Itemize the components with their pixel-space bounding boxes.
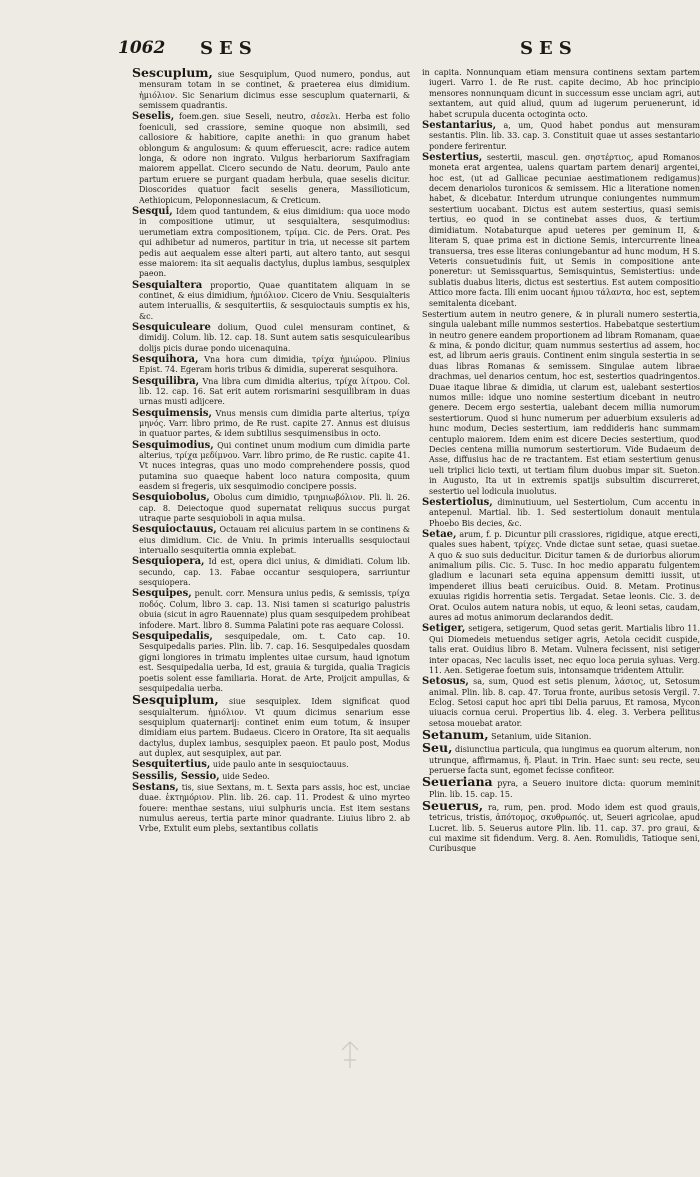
- entry-text: siue Sesquiplum, Quod numero, pondus, aut mensuram totam in se continet, & praeterea eius dimidium. ἡμιόλιον. Sic Senarium dicimus esse sescuplum quaternarii, & semissem quadrantis.: [139, 70, 410, 111]
- dictionary-entry: [132, 692, 410, 759]
- entry-text: Vnus mensis cum dimidia parte alterius, τρίχα μηνός. Varr. libro primo, de Re rust. capite 27. Annus est diuisus in quatuor partes, & idem subtilius sesquimensibus in octo.: [139, 408, 410, 439]
- entry-text: sestertii, mascul. gen. σηστέρτιος, apud Romanos moneta erat argentea, ualens quartam partem denarij argentei, hoc est, (ut ad Gallicae pecuniae aestimationem redigamus) decem denariolos turonicos & semissem. Hic a literatione nomen habet, & dicebatur. Interdum utrunque coniungentes nummum sestertium uocabant. Dictus est autem sestertius, quasi semis tertius, eo quod in se continebat asses duos, & tertium dimidiatum. Notabaturque apud ueteres per geminum II, & literam S, quae prima est in dictione Semis, intercurrente linea transuersa, tres esse literas coniungebantur ad hunc modum, H S. Veteris consuetudinis fuit, ut Semis in compositione ante poneretur: ut Semissquartus, Semisquintus, Semistertius: unde sublatis duabus literis, dictus est sestertius. Est autem compositio Attico more facta. Illi enim uocant ἡμιου τάλαντα, hoc est, septem semitalenta dicebant.: [429, 152, 700, 308]
- entry-text: Octauam rei alicuius partem in se continens & eius dimidium. Cic. de Vniu. In primis interuallis sesquioctaui interuallo sesquitertia omnia explebat.: [139, 525, 410, 556]
- entry-text: in capita. Nonnunquam etiam mensura continens sextam partem iugeri. Varro 1. de Re rust. capite decimo, Ab hoc principio mensores nonnunquam dicunt in successum esse unciam agri, aut sextantem, aut quid aliud, quum ad iugerum peruenerunt, id habet scrupula ducenta octoginta octo.: [422, 68, 700, 119]
- dictionary-entry: [132, 760, 410, 770]
- dictionary-entry: [132, 632, 410, 694]
- entry-headword: Setiger,: [422, 623, 466, 635]
- entry-headword: Sestans,: [132, 781, 179, 793]
- dictionary-entry: [422, 774, 700, 800]
- entry-text: Sestertium autem in neutro genere, & in plurali numero sestertia, singula ualebant mille nummos sestertios. Habebatque sestertium in neutro genere eandem proportionem ad libram Romanam, quae & mina, & pondo dicitur, quam nummus sestertius ad assem, hoc est, ad librum aeris grauis. Continent enim singula sestertia in se duas libras Romanas & semissem. Singulae autem librae drachmas, uel denarios centum, hoc est, sestertios quadringentos. Duae itaque librae & dimidia, ut clarum est, ualebant sestertios numos mille: idque uno nomine sestertium dicebant in neutro genere. Decem ergo sestertia, ualebant decem millia numorum sestertiorum. Quod si hunc numerum per aduerbium exsuleris ad hunc modum, Decies sestertium, iam reddideris hanc summam centuplo maiorem. Idem enim est dicere Decies sestertium, quod Decies centena millia numorum sestertiorum. Vide Budaeum de Asse, diffusius hac de re tractantem. Est etiam sestertium genus ueli triplici licio texti, ut tertiam filum duobus impar sit. Sueton. in Augusto, Ita ut in extremis spatijs subsultim discurreret, sestertio uel lodicula inuolutus.: [422, 309, 700, 496]
- dictionary-entry: [422, 121, 700, 152]
- dictionary-entry: [132, 323, 410, 354]
- dictionary-entry: [132, 409, 410, 440]
- entry-text: penult. corr. Mensura unius pedis, & semissis, τρίχα ποδός. Colum, libro 3. cap. 13. Nisi tamen si scaturigo palustris obuia (sicut in agro Rauennate) plus quam sesquipedem prohibeat infodere. Mart. libro 8. Summa Palatini pote ras aequare Colossi.: [139, 589, 410, 630]
- entry-headword: Seuerus,: [422, 797, 484, 813]
- dictionary-entry: [422, 677, 700, 729]
- dictionary-entry: [422, 530, 700, 624]
- printers-mark-icon: [330, 1040, 370, 1070]
- entry-text: proportio, Quae quantitatem aliquam in se continet, & eius dimidium, ἡμιόλιον. Cicero de Vniu. Sesquialteris autem interuallis, & sesquitertiis, & sesquioctauis sumptis ex his, &c.: [139, 280, 410, 321]
- right-running-head: SES: [520, 38, 578, 59]
- dictionary-entry: [132, 112, 410, 206]
- entry-text: siue sesquiplex. Idem significat quod sesquialterum. ἡμιόλιον. Vt quum dicimus senarium esse sesquiplum quaternarij: continet enim eum totum, & insuper dimidiam eius partem. Budaeus. Cicero in Oratore, Ita sit aequalis dactylus, duplex iambus, sesquiplex paeon. Et paulo post, Modus aut duplex, aut sesquiplex, aut par.: [139, 697, 410, 759]
- dictionary-entry: [132, 68, 410, 112]
- entry-headword: Seu,: [422, 740, 453, 756]
- dictionary-entry: [422, 797, 700, 855]
- entry-headword: Sesquioctauus,: [132, 524, 217, 536]
- dictionary-entry: [132, 589, 410, 631]
- dictionary-entry: [132, 557, 410, 588]
- dictionary-entry: [422, 740, 700, 776]
- dictionary-entry: [422, 153, 700, 309]
- dictionary-entry: [422, 726, 700, 742]
- entry-text: a, um, Quod habet pondus aut mensuram sestantis. Plin. lib. 33. cap. 3. Constituit quae ut asses sestantario pondere ferirentur.: [429, 120, 700, 151]
- entry-text: arum, f. p. Dicuntur pili crassiores, rigidique, atque erecti, quales sues habent, τρίχες. Vnde dictae sunt setae, quasi suetae. A quo & suo suis deducitur. Dicitur tamen & de duriorbus aliorum animalium pilis. Cic. 5. Tusc. In hoc medio apparatu fulgentem gladium e lacunari seta equina appensum demitti iussit, ut impenderet illius beati ceruicibus. Ouid. 8. Metam. Protinus exuuias rigidis horrentia setis. Tergadat. Setae leonis. Cic. 3. de Orat. Oculos autem natura nobis, ut equo, & leoni setas, caudam, aures ad motus animorum declarandos dedit.: [429, 529, 700, 623]
- entry-text: Setanium, uide Sitanion.: [491, 731, 592, 741]
- entry-headword: Sesqui,: [132, 205, 173, 217]
- entry-headword: Sesquiculeare: [132, 321, 211, 333]
- entry-text: ra, rum, pen. prod. Modo idem est quod grauis, tetricus, tristis, ἀπότομος, σκυθρωπός. ut, Seueri agricolae, apud Lucret. lib. 5. Seuerus autore Plin. lib. 11. cap. 37. pro graui, & cui maxime sit fidendum. Verg. 8. Aen. Romulidis, Tatioque seni, Curibusque: [429, 802, 700, 854]
- entry-headword: Sesquilibra,: [132, 375, 200, 387]
- dictionary-entry: [132, 355, 410, 376]
- entry-headword: Sescuplum,: [132, 68, 213, 80]
- dictionary-entry: [132, 493, 410, 524]
- dictionary-entry: [422, 498, 700, 529]
- left-running-head: SES: [200, 38, 258, 59]
- entry-headword: Sesquiopera,: [132, 556, 205, 568]
- entry-text: Obolus cum dimidio, τριημιωβόλιον. Pli. li. 26. cap. 8. Deiectoque quod supernatat reliquus succus purgat utraque parte sesquioboli in aqua mulsa.: [139, 493, 410, 524]
- page-number: 1062: [118, 38, 166, 58]
- entry-headword: Setosus,: [422, 676, 469, 688]
- dictionary-entry: [132, 525, 410, 556]
- dictionary-entry: [422, 310, 700, 497]
- entry-text: uide Sedeo.: [222, 771, 270, 781]
- entry-text: Id est, opera dici unius, & dimidiati. Colum lib. secundo, cap. 13. Fabae occantur sesquiopera, sarriuntur sesquiopera.: [139, 557, 410, 588]
- entry-headword: Sessilis, Sessio,: [132, 770, 220, 782]
- entry-text: sa, sum, Quod est setis plenum, λάσιος, ut, Setosum animal. Plin. lib. 8. cap. 47. Torua fronte, auribus setosis Vergil. 7. Eclog. Setosi caput hoc apri tibi Delia paruus, Et ramosa, Mycon uiuacis cornua cerui. Propertius lib. 4. eleg. 3. Verbera pellitus setosa mouebat arator.: [429, 677, 700, 728]
- left-column: [132, 68, 410, 963]
- dictionary-entry: [132, 441, 410, 493]
- entry-headword: Setae,: [422, 528, 457, 540]
- entry-headword: Seselis,: [132, 111, 175, 123]
- entry-text: disiunctiua particula, qua iungimus ea quorum alterum, non utrunque, affirmamus, ἤ. Plaut. in Trin. Haec sunt: seu recte, seu peruerse facta sunt, egomet fecisse confiteor.: [429, 745, 700, 775]
- dictionary-entry: [422, 624, 700, 676]
- entry-text: dolium, Quod culei mensuram continet, & dimidij. Colum. lib. 12. cap. 18. Sunt autem satis sesquiculearibus dolijs picis durae pondo uicenaquina.: [139, 322, 410, 353]
- entry-headword: Sesquialtera: [132, 279, 203, 291]
- entry-headword: Sesquihora,: [132, 353, 199, 365]
- entry-text: Idem quod tantundem, & eius dimidium: qua uoce modo in compositione utimur, ut sesquialtera, sesquimodius: uerumetiam extra compositionem, τρίμα. Cic. de Pers. Orat. Pes qui adhibetur ad numeros, partitur in tria, ut necesse sit partem pedis aut aequalem esse alteri parti, aut altero tanto, aut sesqui esse maiorem: ita sit aequalis dactylus, duplus iambus, sesquiplex paeon.: [139, 206, 410, 279]
- dictionary-entry: [132, 281, 410, 323]
- dictionary-entry: [422, 68, 700, 120]
- entry-headword: Sestertius,: [422, 151, 483, 163]
- entry-headword: Sesquipes,: [132, 588, 192, 600]
- dictionary-entry: [132, 783, 410, 835]
- entry-text: Vna libra cum dimidia alterius, τρίχα λίτρου. Col. lib. 12. cap. 16. Sat erit autem rorismarini sesquilibram in duas urnas musti adijcere.: [139, 376, 410, 407]
- entry-text: uide paulo ante in sesquioctauus.: [212, 760, 349, 770]
- entry-headword: Setanum,: [422, 726, 489, 742]
- entry-text: sesquipedale, om. t. Cato cap. 10. Sesquipedalis paries. Plin. lib. 7. cap. 16. Sesquipedales quosdam gigni longiores in trimatu implentes uitae cursum, haud ignotum est. Sesquipedalia uerba, Id est, grauia & turgida, qualia Tragicis poetis solent esse familiaria. Horat. de Arte, Proijcit ampullas, & sesquipedalia uerba.: [139, 631, 410, 693]
- entry-headword: Sestantarius,: [422, 119, 497, 131]
- dictionary-entry: [132, 377, 410, 408]
- dictionary-entry: [132, 772, 410, 782]
- entry-headword: Sesquimodius,: [132, 439, 214, 451]
- entry-text: foem.gen. siue Seseli, neutro, σέσελι. Herba est folio foeniculi, sed crassiore, semine quoque non absimili, sed callosiore & habitiore, capite anethi: in quo granum habet oblongum & angulosum: & quum efferuescit, acre: radice autem longa, & odore non ingrato. Vulgus herbariorum Saxifragiam maiorem appellat. Cicero secundo de Natu. deorum, Paulo ante partum eruere se purgant quadam herbula, quae seselis dicitur. Dioscorides quatuor facit seselis genera, Massilioticum, Aethiopicum, Peloponnesiacum, & Creticum.: [139, 112, 410, 205]
- dictionary-entry: [132, 207, 410, 280]
- page-header: [0, 36, 700, 62]
- right-column: [422, 68, 700, 1048]
- entry-text: Vna hora cum dimidia, τρίχα ἡμιώρου. Plinius Epist. 74. Egeram horis tribus & dimidia, supererat sesquihora.: [139, 354, 410, 375]
- entry-text: setigera, setigerum, Quod setas gerit. Martialis libro 11. Qui Diomedeis metuendus setiger agris, Aetola cecidit cuspide, talis erat. Ouidius libro 8. Metam. Vulnera fecissent, nisi setiger inter opacas, Nec iaculis isset, nec equo loca peruia syluas. Verg. 11. Aen. Setigerae foetum suis, intonsamque tridentem Attulir.: [429, 624, 700, 675]
- entry-text: Qui continet unum modium cum dimidia parte alterius, τρίχα μεδίμνου. Varr. libro primo, de Re rustic. capite 41. Vt nuces integras, quas uno modo comprehendere possis, quod putamina suo quaeque habent loco natura composita, quum easdem si fregeris, uix sesquimodio concipere possis.: [139, 440, 410, 492]
- entry-headword: Sesquimensis,: [132, 407, 213, 419]
- entry-text: pyra, a Seuero inuitore dicta: quorum meminit Plin. lib. 15. cap. 15.: [429, 779, 700, 799]
- entry-headword: Sesquiobolus,: [132, 492, 210, 504]
- entry-text: diminutiuum, uel Sestertiolum, Cum accentu in antepenul. Martial. lib. 1. Sed sestertiolum donauit mentula Phoebo Bis decies, &c.: [429, 497, 700, 528]
- entry-headword: Sesquitertius,: [132, 759, 211, 771]
- entry-headword: Seueriana: [422, 774, 493, 790]
- entry-headword: Sesquipedalis,: [132, 630, 213, 642]
- entry-text: tis, siue Sextans, m. t. Sexta pars assis, hoc est, unciae duae. ἑκτημόριον. Plin. lib. 26. cap. 11. Prodest & uino myrteo fouere: menthae sestans, uiui sulphuris uncia. Est item sestans numulus aereus, tertia parte minor quadrante. Liuius libro 2. ab Vrbe, Extulit eum plebs, sextantibus collatis: [139, 782, 410, 834]
- entry-headword: Sestertiolus,: [422, 496, 493, 508]
- entry-headword: Sesquiplum,: [132, 692, 219, 708]
